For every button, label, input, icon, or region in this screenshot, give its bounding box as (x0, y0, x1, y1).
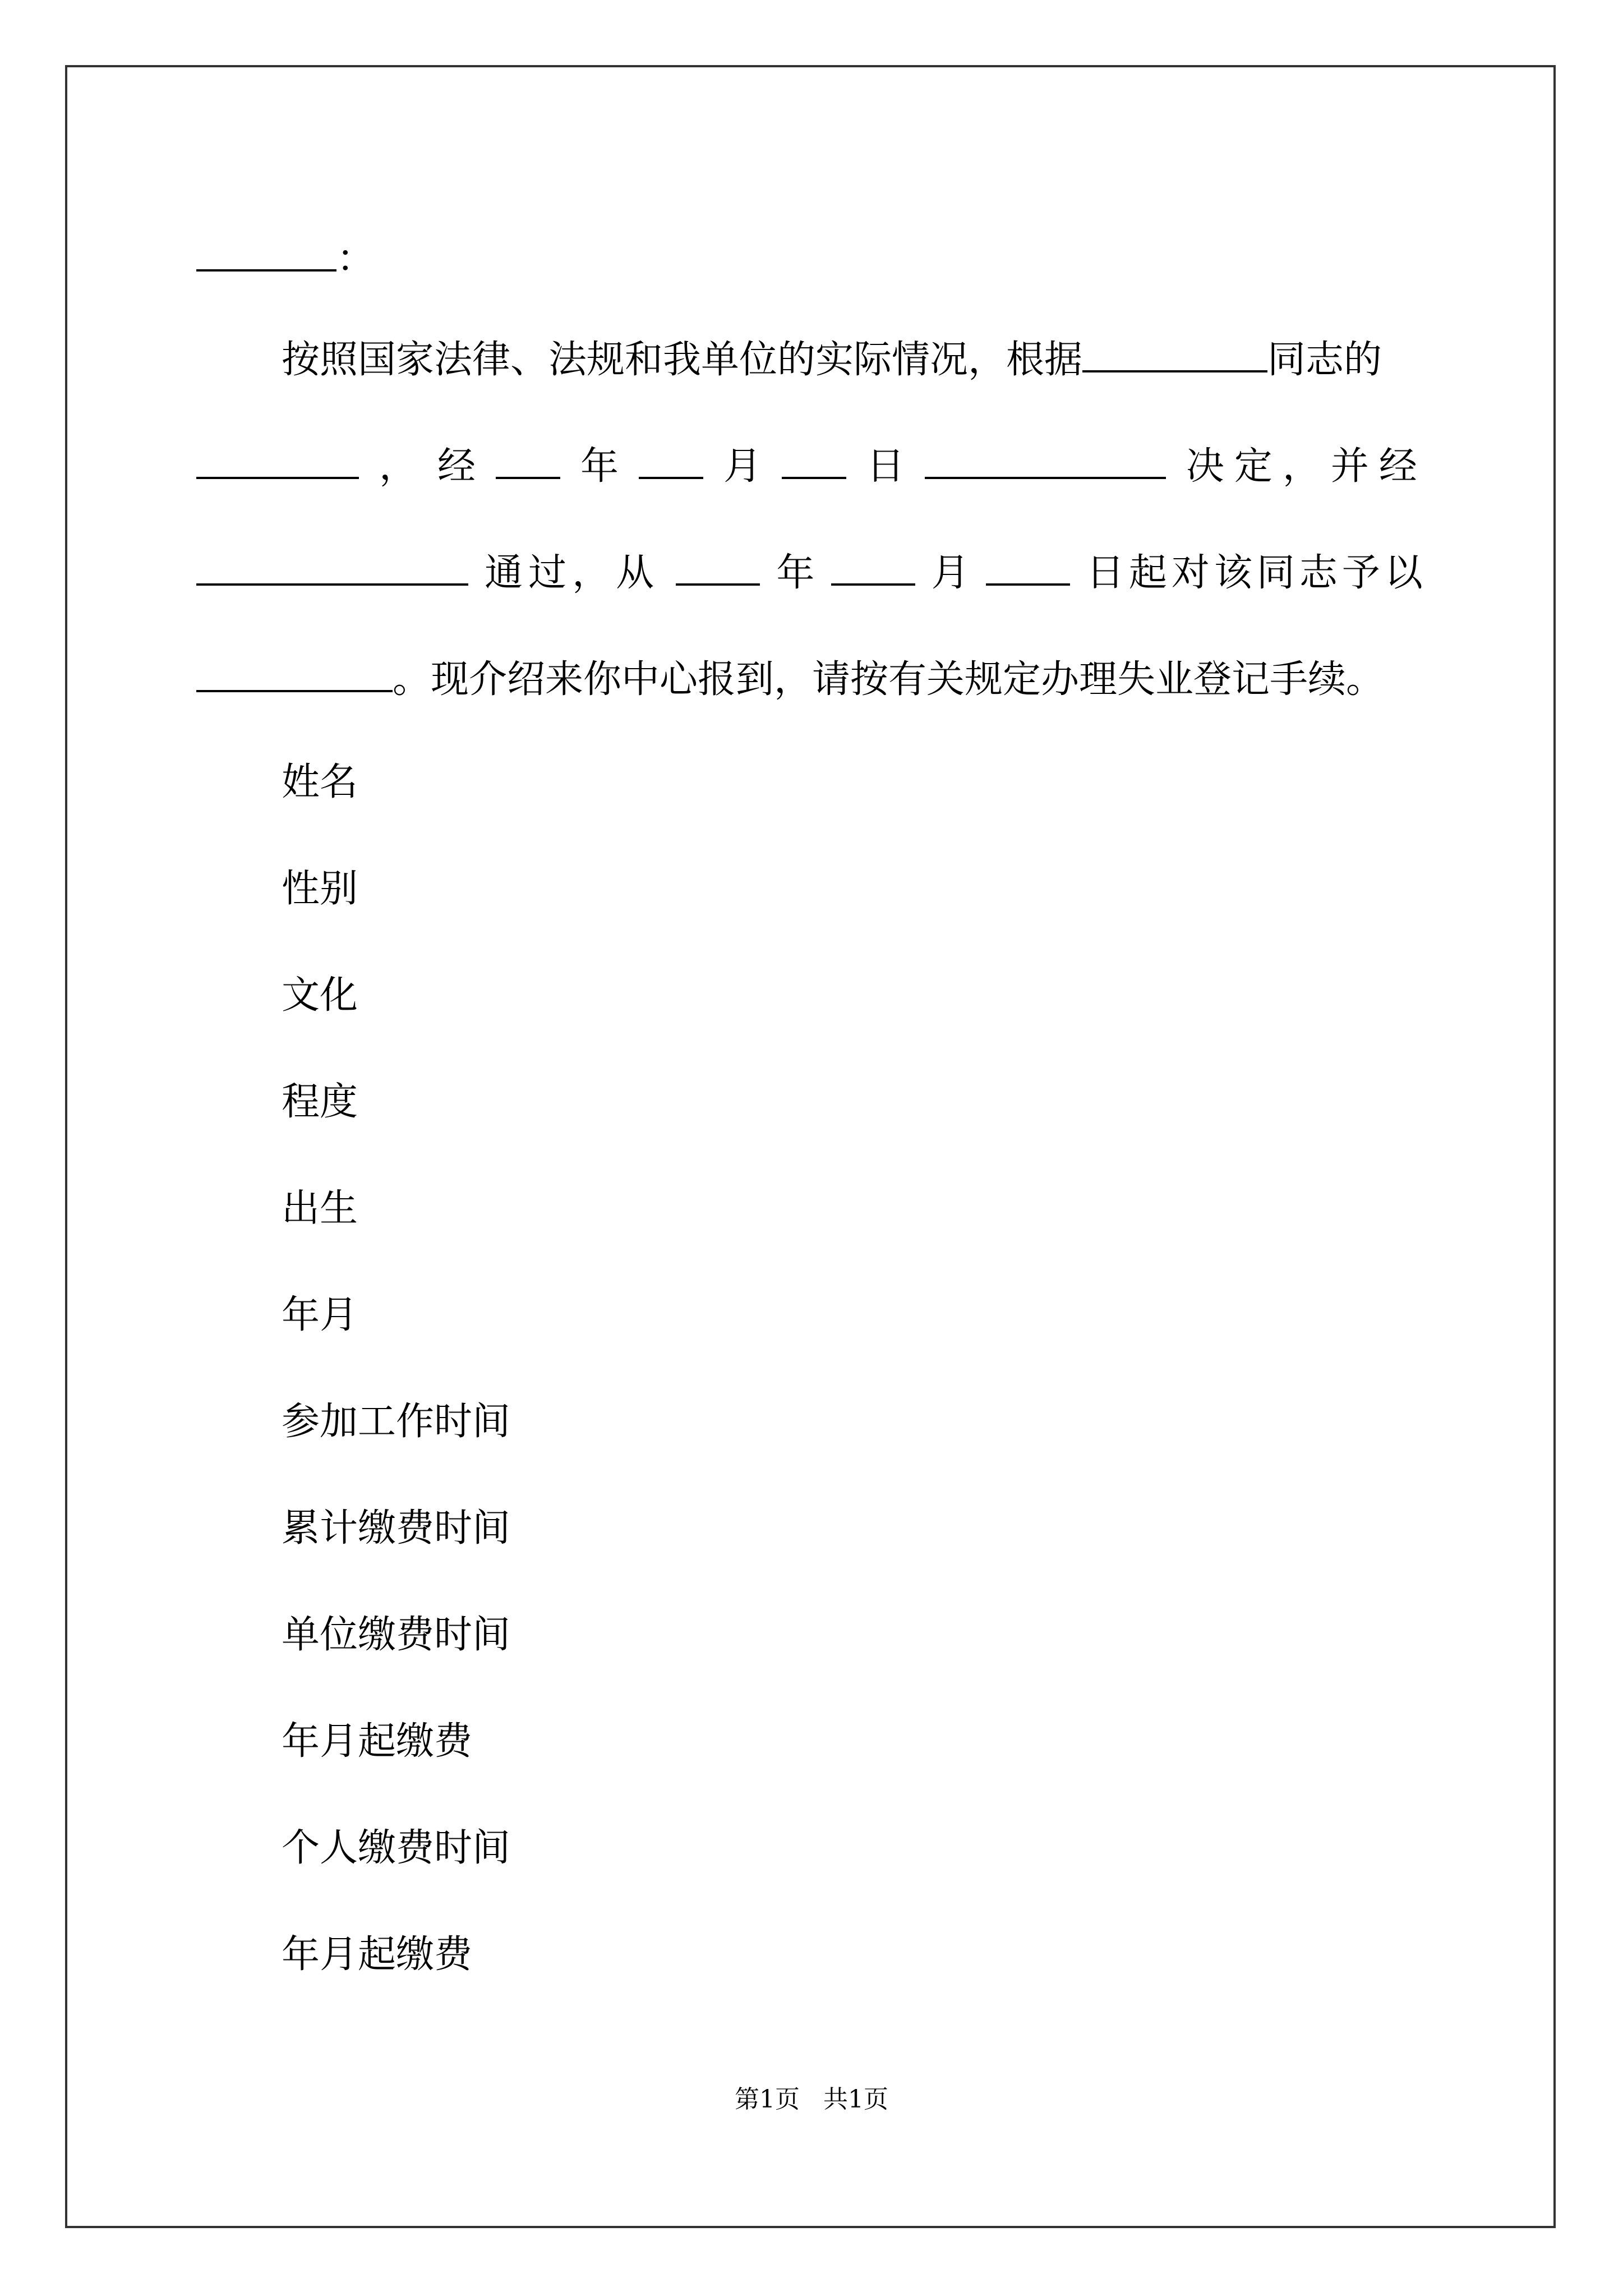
start-month-blank[interactable] (831, 549, 915, 586)
field-education-level: 程度 (282, 1080, 358, 1124)
page-border (65, 65, 1556, 2228)
field-personal-contribution: 个人缴费时间 (282, 1826, 511, 1870)
page-total: 共1页 (823, 2085, 888, 2114)
decision-text: 决定，并经 (1186, 444, 1427, 489)
reason-blank[interactable] (196, 442, 359, 479)
page-number: 第1页 (735, 2085, 800, 2114)
decision-month-blank[interactable] (639, 442, 703, 479)
approval-blank[interactable] (196, 549, 468, 586)
salutation-line (196, 234, 375, 279)
start-day-text: 日起对该同志予以 (1086, 551, 1427, 595)
passed-text: 通过，从 (485, 551, 660, 595)
field-birth: 出生 (282, 1186, 358, 1231)
action-blank[interactable] (196, 655, 393, 692)
body-line-1 (282, 335, 1382, 380)
field-employer-contribution: 单位缴费时间 (282, 1613, 511, 1657)
decision-body-blank[interactable] (925, 442, 1166, 479)
field-total-contribution: 累计缴费时间 (282, 1506, 511, 1550)
start-year-blank[interactable] (676, 549, 760, 586)
decision-year-blank[interactable] (496, 442, 560, 479)
start-day-blank[interactable] (986, 549, 1070, 586)
body-line-3 (196, 549, 1427, 593)
jing-text: 经 (437, 444, 476, 489)
start-month-label: 月 (931, 551, 970, 595)
body-text-comrade: 同志的 (1267, 338, 1382, 382)
field-employer-contribution-start: 年月起缴费 (282, 1719, 473, 1764)
body-line-4 (196, 655, 1384, 700)
field-name: 姓名 (282, 760, 358, 804)
body-line-2 (196, 442, 1427, 487)
field-education: 文化 (282, 973, 358, 1018)
recipient-blank[interactable] (196, 234, 336, 272)
field-personal-contribution-start: 年月起缴费 (282, 1932, 473, 1977)
year-label: 年 (580, 444, 619, 489)
month-label: 月 (723, 444, 762, 489)
start-year-label: 年 (776, 551, 815, 595)
page-footer (0, 2084, 1623, 2115)
closing-text: 。现介绍来你中心报到，请按有关规定办理失业登记手续。 (393, 657, 1385, 702)
body-text-intro: 按照国家法律、法规和我单位的实际情况，根据 (282, 338, 1083, 382)
field-work-start: 参加工作时间 (282, 1400, 511, 1444)
field-gender: 性别 (282, 867, 358, 911)
field-birth-month: 年月 (282, 1293, 358, 1337)
comma-text: ， (379, 444, 417, 489)
salutation-colon: ： (336, 237, 375, 281)
day-label: 日 (866, 444, 905, 489)
decision-day-blank[interactable] (782, 442, 846, 479)
basis-blank[interactable] (1082, 335, 1267, 372)
